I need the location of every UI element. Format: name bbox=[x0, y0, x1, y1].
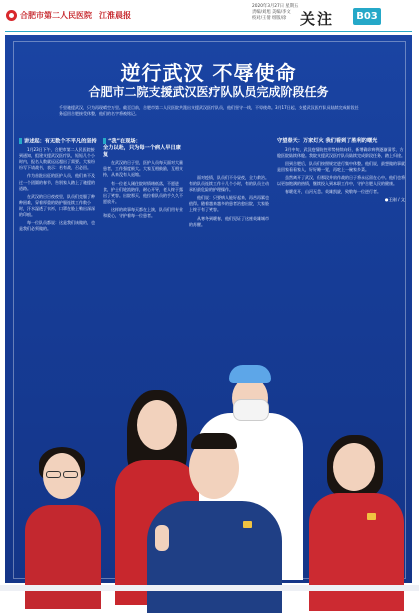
feature-panel bbox=[5, 35, 412, 583]
thumbs-up-icon bbox=[155, 525, 169, 551]
paragraph: 3月中旬，武汉疫情防控形势持续向好，新增确诊病例逐渐清零，方舱医院陆续休舱。我院支援武汉医疗队员陆续完成阶段任务，踏上归途。 bbox=[277, 146, 405, 158]
red-jacket bbox=[25, 505, 101, 609]
section-title: 关注 bbox=[300, 10, 335, 28]
paragraph: 虽然离开了武汉，但那段并肩作战的日子将永远留在心中。他们也将以更加饱满的热情，继续投入到本职工作中，守护合肥人民的健康。 bbox=[277, 174, 405, 187]
page-number-badge: B03 bbox=[353, 8, 381, 25]
paragraph: 作为首批出征的医护人员，他们来不及过一个团圆的春节，告别家人踏上了驰援的道路。 bbox=[19, 173, 95, 191]
page-footer bbox=[0, 585, 419, 591]
glasses-icon bbox=[63, 471, 78, 478]
hospital-logo bbox=[6, 10, 131, 21]
glasses-icon bbox=[46, 471, 61, 478]
issue-proof: 校对/王倩 组版/徐 bbox=[252, 16, 287, 21]
column-2-heading: “我”在现场： 全力以赴，只为每一个病人早日康复 bbox=[103, 138, 181, 158]
headline: 逆行武汉 不辱使命 bbox=[120, 61, 297, 85]
face bbox=[333, 443, 375, 491]
paragraph: 1月23日下午，合肥市第二人民医院接到通知，组建支援武汉医疗队，短短几个小时内，报名人数就远远超出了需要。大家纷纷写下请战书，表示：若有战，召必回。 bbox=[19, 147, 95, 171]
heading-marker-icon bbox=[19, 138, 22, 144]
hospital-emblem-icon bbox=[6, 10, 17, 21]
paragraph: 面对疫情，队员们不分昼夜，全力救治。有的队员连续工作十几个小时，有的队员主动承担最危险的护理操作。 bbox=[189, 175, 269, 193]
paragraph: 每一位队员都说：这是我们该做的，也是我们必须做的。 bbox=[19, 220, 95, 232]
paragraph: 回到合肥后，队员们按照规定进行集中休整。他们说，最想做的事就是回家看看家人，好好睡一觉，再吃上一碗家乡菜。 bbox=[277, 160, 405, 172]
page-header bbox=[0, 0, 419, 32]
flag-patch-icon bbox=[367, 513, 376, 520]
issue-info bbox=[252, 4, 306, 22]
subheadline: 合肥市二院支援武汉医疗队队员完成阶段任务 bbox=[88, 85, 329, 99]
article-column-4 bbox=[277, 138, 405, 203]
paragraph: 他们说：只要病人能好起来，再苦再累也值得。随着越来越多的患者治愈出院，大家脸上终于有了笑容。 bbox=[189, 195, 269, 213]
issue-editor: 责编/刘旭 美编/李文 bbox=[252, 10, 291, 15]
red-jacket bbox=[309, 493, 404, 611]
paragraph: 这样的故事每天都在上演，队员们用专业和爱心，守护着每一位患者。 bbox=[103, 206, 183, 219]
heading-marker-icon bbox=[103, 138, 106, 144]
paragraph: 有一位老人刚住院时情绪低落，不愿进食，护士们轮流陪伴，耐心开导，老人终于露出了笑容。出院那天，他拉着队员的手久久不愿放开。 bbox=[103, 180, 183, 204]
hair bbox=[191, 433, 237, 449]
paragraph: 在武汉的日日夜夜里，队员们克服了种种困难，穿着厚重的防护服连续工作数小时，汗水湿透了衣衫，口罩在脸上勒出深深的印痕。 bbox=[19, 193, 95, 218]
lead-paragraph: 千里驰援武汉，只为再现晴空万里。截至目前，合肥市第二人民医院共派出支援武汉医疗队员，他们坚守一线，不辱使命。3月17日起，支援武汉医疗队员陆续完成阶段任务返回合肥接受休整，他们的名字将被铭记。 bbox=[59, 105, 359, 117]
header-divider bbox=[5, 31, 412, 32]
paper-name: 合肥市第二人民医院 bbox=[20, 11, 92, 20]
author-byline: ●王刚 / 文 bbox=[384, 197, 405, 203]
face-mask bbox=[233, 399, 269, 421]
blue-jacket bbox=[147, 501, 282, 613]
paragraph: 春暖花开，山河无恙。英雄凯旋，致敬每一位逆行者。 bbox=[285, 189, 381, 195]
surgical-cap bbox=[229, 365, 271, 383]
column-4-heading: 守望春天：万家灯火 我们看到了胜利的曙光 bbox=[277, 138, 378, 144]
column-1-heading: 讲述起：有无数个不平凡的坚持 bbox=[19, 138, 97, 145]
paragraph: 从寒冬到暖春，他们见证了这座英雄城市的苏醒。 bbox=[189, 215, 269, 227]
issue-date: 2020年3月27日 星期五 bbox=[252, 4, 299, 9]
edition-name: 江淮晨报 bbox=[99, 11, 131, 20]
paragraph: 在武汉的日子里，医护人员每天面对大量患者，工作强度极大。大家互相鼓励，互相支持，从来没有人退缩。 bbox=[103, 160, 183, 178]
article-column-3 bbox=[189, 175, 269, 230]
article-column-2 bbox=[103, 138, 183, 221]
flag-patch-icon bbox=[243, 521, 252, 528]
article-column-1 bbox=[19, 138, 97, 234]
